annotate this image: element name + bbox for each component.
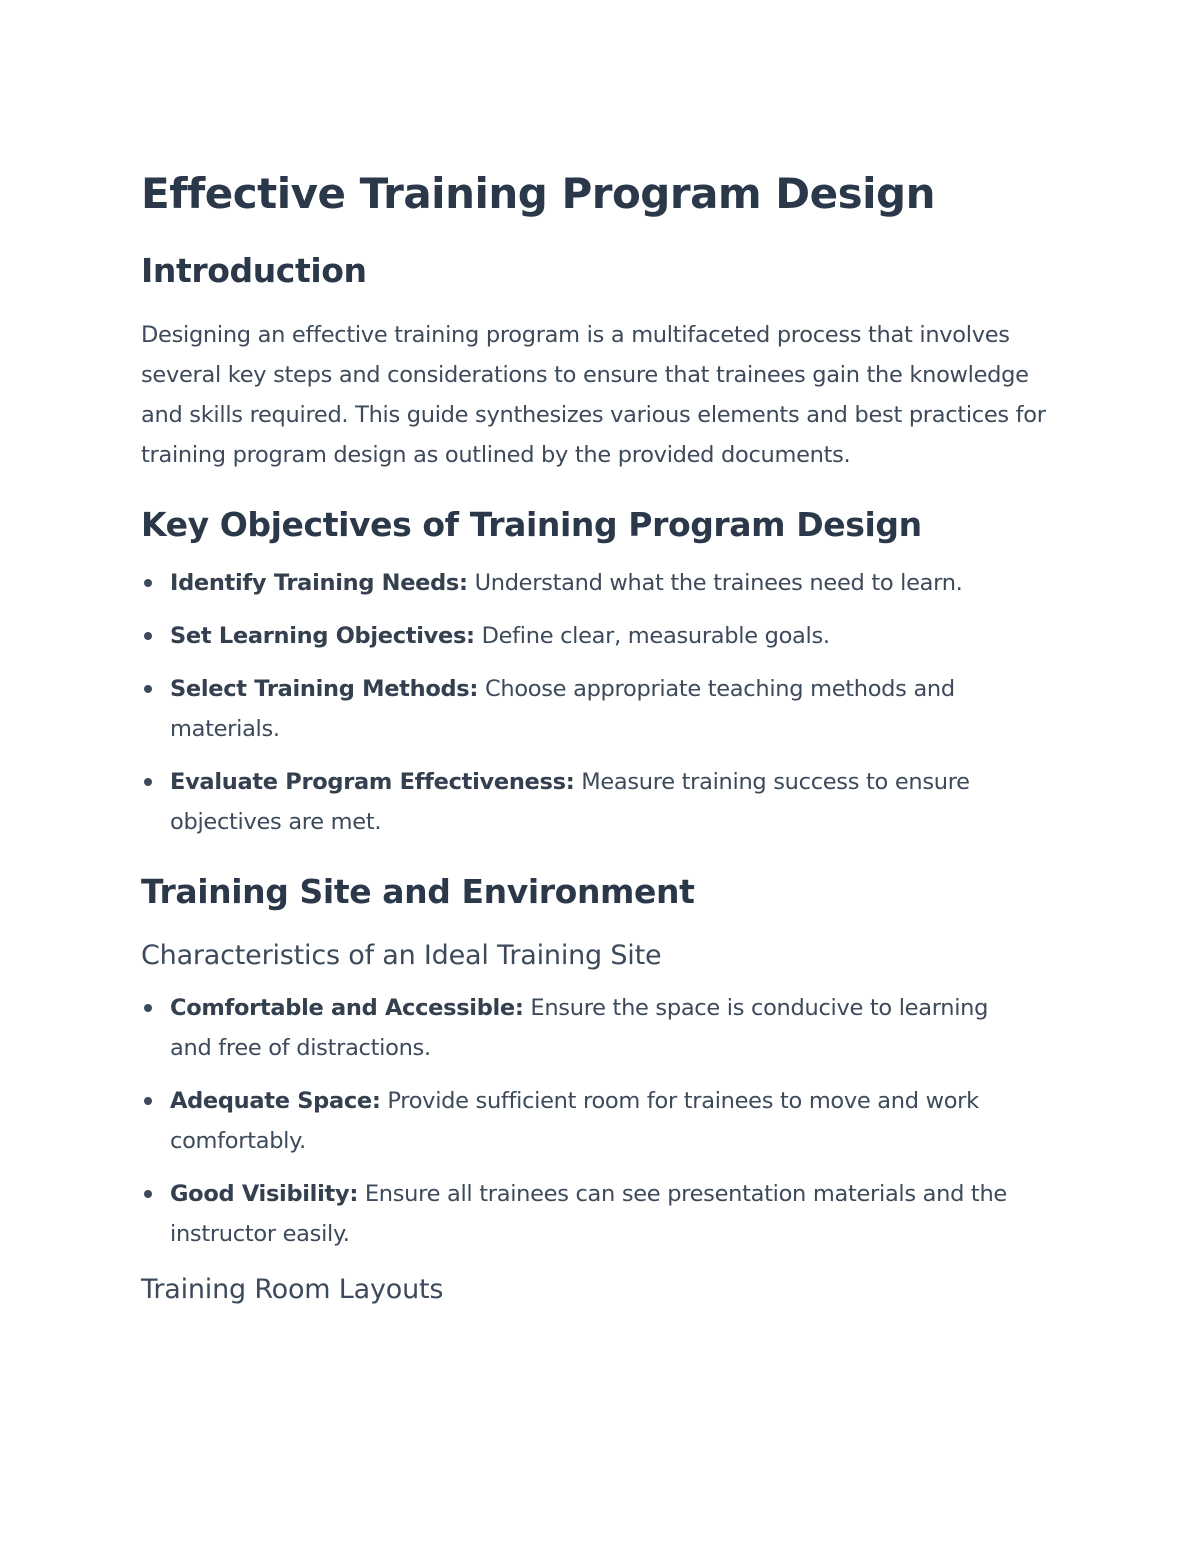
introduction-paragraph: Designing an effective training program is a multifaceted process that involves several key steps and considerations to ensure that trainees gain the knowledge and skills required. This guide synthesizes various elements and best practices for training program design as outlined by the provided documents. xyxy=(141,322,1046,468)
list-item-term: Adequate Space: xyxy=(170,1088,381,1114)
list-item xyxy=(141,563,1061,603)
bullet-icon xyxy=(144,579,152,587)
bullet-icon xyxy=(144,685,152,693)
list-item-text: Choose appropriate teaching methods and materials. xyxy=(170,676,955,742)
list-item-term: Evaluate Program Effectiveness: xyxy=(170,769,575,795)
list-item-term: Comfortable and Accessible: xyxy=(170,995,524,1021)
site-heading: Training Site and Environment xyxy=(141,872,695,911)
list-item xyxy=(141,616,1061,656)
list-item-text: Ensure all trainees can see presentation materials and the instructor easily. xyxy=(170,1181,1007,1247)
list-item xyxy=(141,1174,1070,1254)
bullet-icon xyxy=(144,1004,152,1012)
list-item-term: Identify Training Needs: xyxy=(170,570,468,596)
introduction-heading: Introduction xyxy=(141,251,367,290)
document-content xyxy=(141,163,1061,1310)
list-item-text: Understand what the trainees need to learn. xyxy=(467,570,963,596)
document-title: Effective Training Program Design xyxy=(141,169,936,218)
site-characteristics-list xyxy=(141,988,1061,1254)
bullet-icon xyxy=(144,632,152,640)
site-subheading: Characteristics of an Ideal Training Site xyxy=(141,940,662,971)
objectives-list xyxy=(141,563,1061,842)
list-item-term: Set Learning Objectives: xyxy=(170,623,475,649)
list-item xyxy=(141,1081,1070,1161)
list-item-term: Select Training Methods: xyxy=(170,676,479,702)
list-item-text: Provide sufficient room for trainees to move and work comfortably. xyxy=(170,1088,979,1154)
list-item-term: Good Visibility: xyxy=(170,1181,359,1207)
list-item-text: Define clear, measurable goals. xyxy=(474,623,830,649)
room-layouts-heading: Training Room Layouts xyxy=(141,1274,444,1305)
list-item-text: Ensure the space is conducive to learning and free of distractions. xyxy=(170,995,989,1061)
list-item xyxy=(141,988,990,1068)
objectives-heading: Key Objectives of Training Program Design xyxy=(141,505,922,544)
bullet-icon xyxy=(144,1190,152,1198)
bullet-icon xyxy=(144,1097,152,1105)
list-item xyxy=(141,762,1045,842)
list-item-text: Measure training success to ensure objectives are met. xyxy=(170,769,970,835)
bullet-icon xyxy=(144,778,152,786)
list-item xyxy=(141,669,1045,749)
